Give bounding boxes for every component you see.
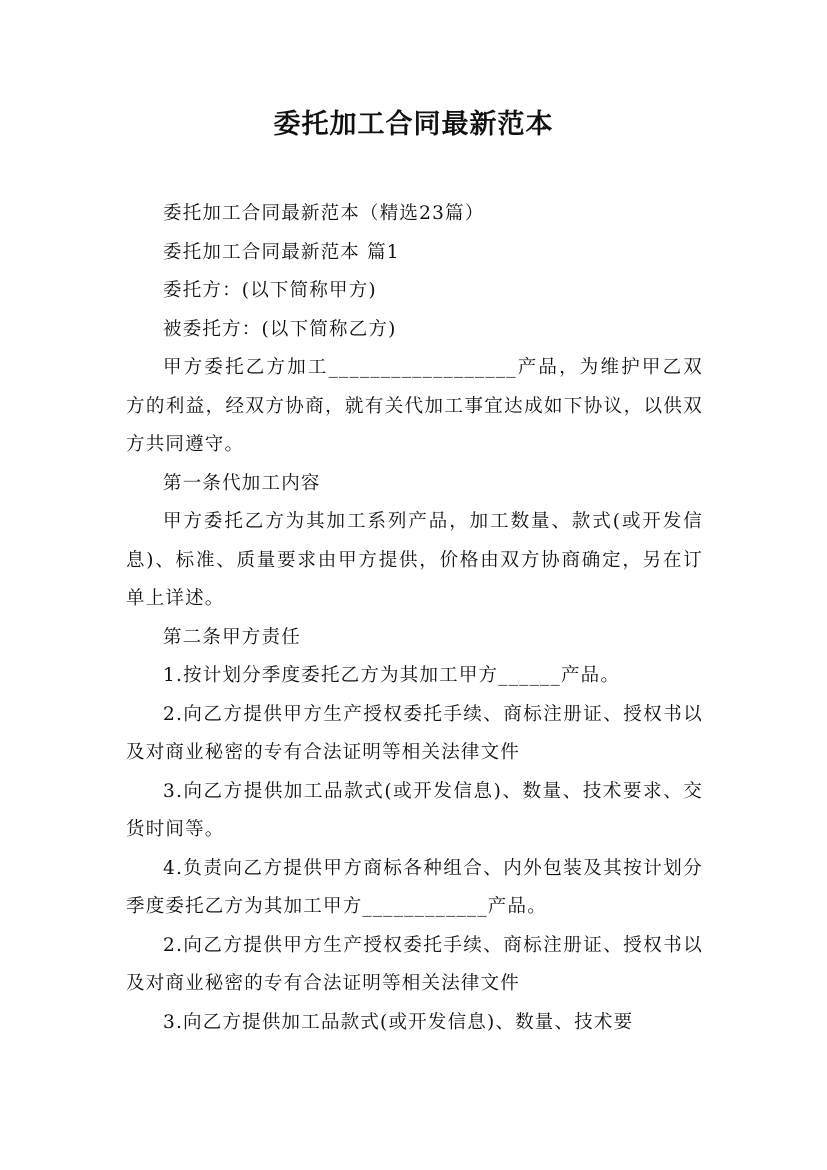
paragraph-article-1-heading: 第一条代加工内容	[163, 472, 321, 494]
paragraph-article-2-heading: 第二条甲方责任	[163, 626, 301, 648]
paragraph-clause-1: 1.按计划分季度委托乙方为其加工甲方______产品。	[163, 665, 621, 686]
paragraph-clause-3: 3.向乙方提供加工品款式(或开发信息)、数量、技术要求、交货时间等。	[126, 780, 703, 840]
paragraph-contractor-party: 被委托方：(以下简称乙方)	[163, 318, 397, 340]
paragraph-clause-2: 2.向乙方提供甲方生产授权委托手续、商标注册证、授权书以及对商业秘密的专有合法证明等相关法律文件	[126, 703, 703, 763]
paragraph-article-1-body: 甲方委托乙方为其加工系列产品，加工数量、款式(或开发信息)、标准、质量要求由甲方提供，价格由双方协商确定，另在订单上详述。	[126, 511, 703, 609]
document-body	[126, 195, 703, 1042]
paragraph-principal-party: 委托方：(以下简称甲方)	[163, 280, 377, 301]
document-title: 委托加工合同最新范本	[273, 109, 554, 140]
paragraph-clause-3-repeat: 3.向乙方提供加工品款式(或开发信息)、数量、技术要	[163, 1011, 634, 1033]
paragraph-clause-4: 4.负责向乙方提供甲方商标各种组合、内外包装及其按计划分季度委托乙方为其加工甲方____________产品。	[126, 857, 703, 917]
paragraph-clause-2-repeat: 2.向乙方提供甲方生产授权委托手续、商标注册证、授权书以及对商业秘密的专有合法证明等相关法律文件	[126, 934, 703, 994]
paragraph-collection-title: 委托加工合同最新范本（精选23篇）	[163, 203, 485, 224]
paragraph-preamble: 甲方委托乙方加工__________________产品，为维护甲乙双方的利益，经双方协商，就有关代加工事宜达成如下协议，以供双方共同遵守。	[126, 357, 703, 455]
paragraph-section-heading: 委托加工合同最新范本 篇1	[163, 241, 400, 263]
